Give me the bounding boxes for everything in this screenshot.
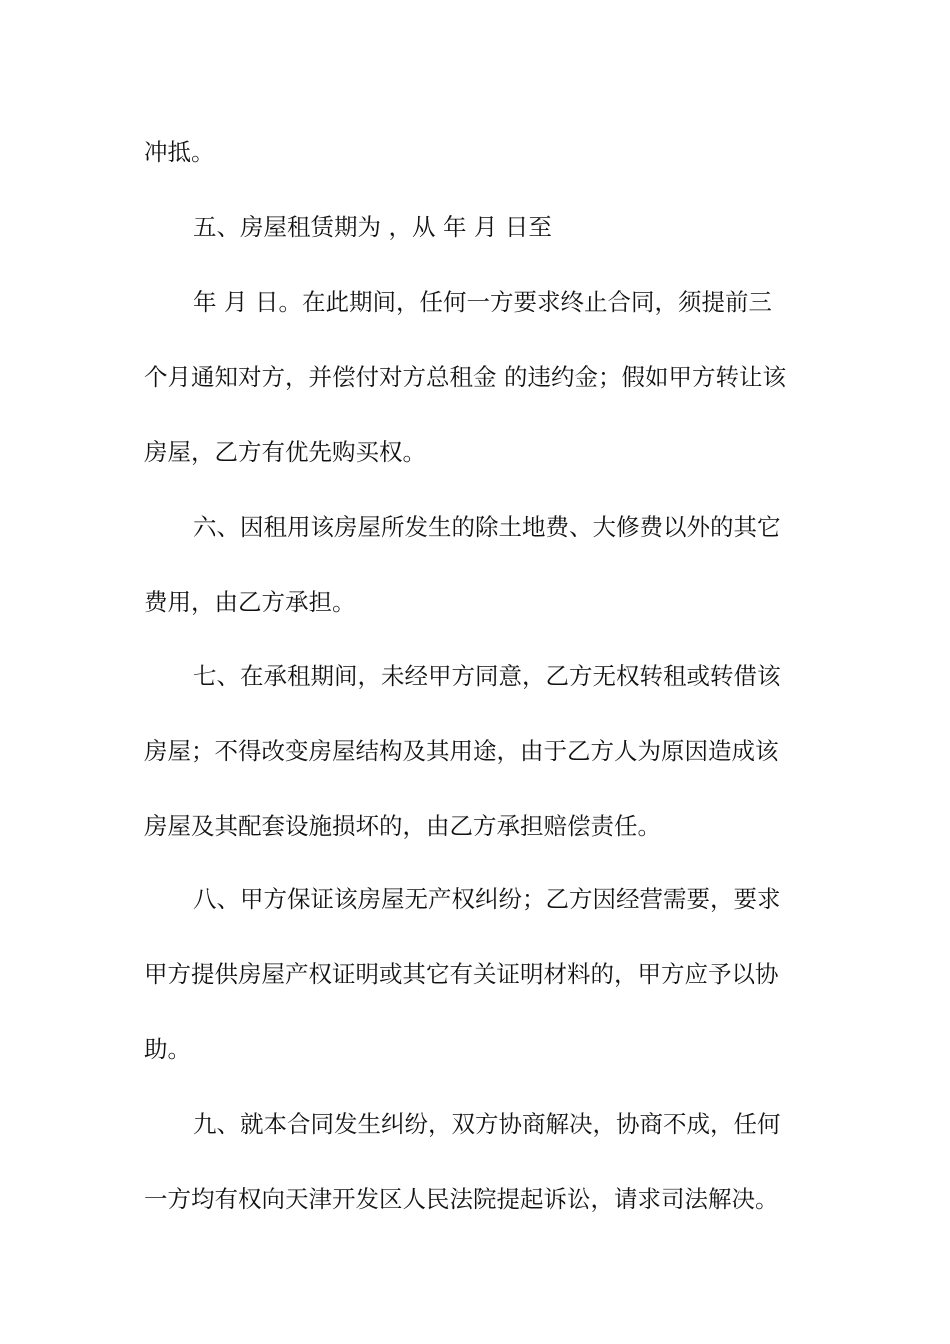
text-line: 一方均有权向天津开发区人民法院提起诉讼，请求司法解决。 — [144, 1185, 779, 1213]
clause-7-heading-line: 七、在承租期间，未经甲方同意，乙方无权转租或转借该 — [193, 662, 781, 690]
clause-5-heading-line: 五、房屋租赁期为 ，从 年 月 日至 — [193, 213, 552, 241]
text-line: 房屋；不得改变房屋结构及其用途，由于乙方人为原因造成该 — [144, 737, 779, 765]
text-line: 房屋及其配套设施损坏的，由乙方承担赔偿责任。 — [144, 812, 661, 840]
clause-9-heading-line: 九、就本合同发生纠纷，双方协商解决，协商不成，任何 — [193, 1110, 781, 1138]
text-line: 助。 — [144, 1035, 191, 1063]
clause-8-heading-line: 八、甲方保证该房屋无产权纠纷；乙方因经营需要，要求 — [193, 885, 781, 913]
text-line: 年 月 日。在此期间，任何一方要求终止合同，须提前三 — [193, 288, 772, 316]
clause-6-heading-line: 六、因租用该房屋所发生的除土地费、大修费以外的其它 — [193, 513, 781, 541]
text-line: 甲方提供房屋产权证明或其它有关证明材料的，甲方应予以协 — [144, 960, 779, 988]
text-line: 冲抵。 — [144, 138, 215, 166]
text-line: 费用，由乙方承担。 — [144, 588, 356, 616]
text-line: 个月通知对方，并偿付对方总租金 的违约金；假如甲方转让该 — [144, 363, 786, 391]
text-line: 房屋，乙方有优先购买权。 — [144, 438, 426, 466]
